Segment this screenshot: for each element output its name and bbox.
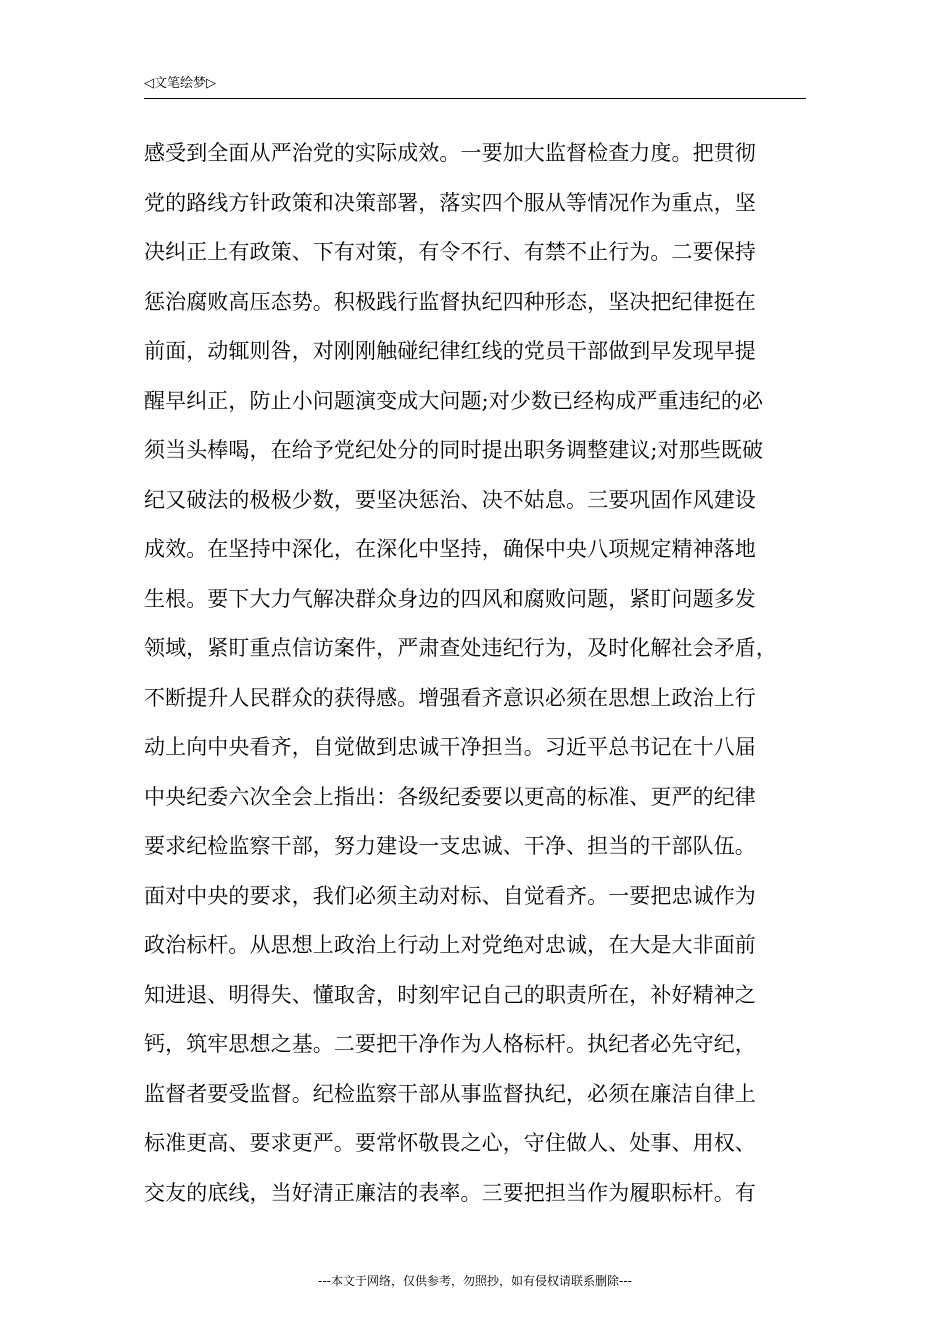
- text-line: 钙，筑牢思想之基。二要把干净作为人格标杆。执纪者必先守纪，: [144, 1032, 756, 1056]
- text-line: 领域，紧盯重点信访案件，严肃查处违纪行为，及时化解社会矛盾，: [144, 636, 777, 660]
- header-title: ◁文笔绘梦▷: [144, 76, 216, 91]
- text-line: 感受到全面从严治党的实际成效。一要加大监督检查力度。把贯彻: [144, 141, 756, 165]
- text-line: 不断提升人民群众的获得感。增强看齐意识必须在思想上政治上行: [144, 685, 756, 710]
- text-line: 须当头棒喝，在给予党纪处分的同时提出职务调整建议;对那些既破: [144, 438, 764, 462]
- text-line: 标准更高、要求更严。要常怀敬畏之心，守住做人、处事、用权、: [144, 1131, 756, 1155]
- text-line: 动上向中央看齐，自觉做到忠诚干净担当。习近平总书记在十八届: [144, 735, 756, 759]
- text-line: 要求纪检监察干部，努力建设一支忠诚、干净、担当的干部队伍。: [144, 834, 756, 858]
- text-line: 成效。在坚持中深化，在深化中坚持，确保中央八项规定精神落地: [144, 537, 756, 561]
- text-line: 知进退、明得失、懂取舍，时刻牢记自己的职责所在，补好精神之: [144, 982, 756, 1007]
- text-line: 面对中央的要求，我们必须主动对标、自觉看齐。一要把忠诚作为: [144, 883, 756, 908]
- text-line: 交友的底线，当好清正廉洁的表率。三要把担当作为履职标杆。有: [144, 1180, 756, 1205]
- document-body: [144, 129, 824, 1218]
- text-line: 中央纪委六次全会上指出：各级纪委要以更高的标准、更严的纪律: [144, 784, 756, 809]
- text-line: 监督者要受监督。纪检监察干部从事监督执纪，必须在廉洁自律上: [144, 1081, 756, 1106]
- text-line: 决纠正上有政策、下有对策，有令不行、有禁不止行为。二要保持: [144, 240, 756, 264]
- page-header: [144, 74, 806, 99]
- text-line: 生根。要下大力气解决群众身边的四风和腐败问题，紧盯问题多发: [144, 586, 756, 611]
- page-footer: ---本文于网络，仅供参考，勿照抄，如有侵权请联系删除---: [318, 1274, 632, 1288]
- text-line: 前面，动辄则咎，对刚刚触碰纪律红线的党员干部做到早发现早提: [144, 339, 756, 363]
- text-line: 政治标杆。从思想上政治上行动上对党绝对忠诚，在大是大非面前: [144, 933, 756, 957]
- text-line: 醒早纠正，防止小问题演变成大问题;对少数已经构成严重违纪的必: [144, 388, 764, 413]
- text-line: 惩治腐败高压态势。积极践行监督执纪四种形态，坚决把纪律挺在: [144, 289, 756, 314]
- text-line: 党的路线方针政策和决策部署，落实四个服从等情况作为重点，坚: [144, 190, 756, 215]
- text-line: 纪又破法的极极少数，要坚决惩治、决不姑息。三要巩固作风建设: [144, 487, 756, 512]
